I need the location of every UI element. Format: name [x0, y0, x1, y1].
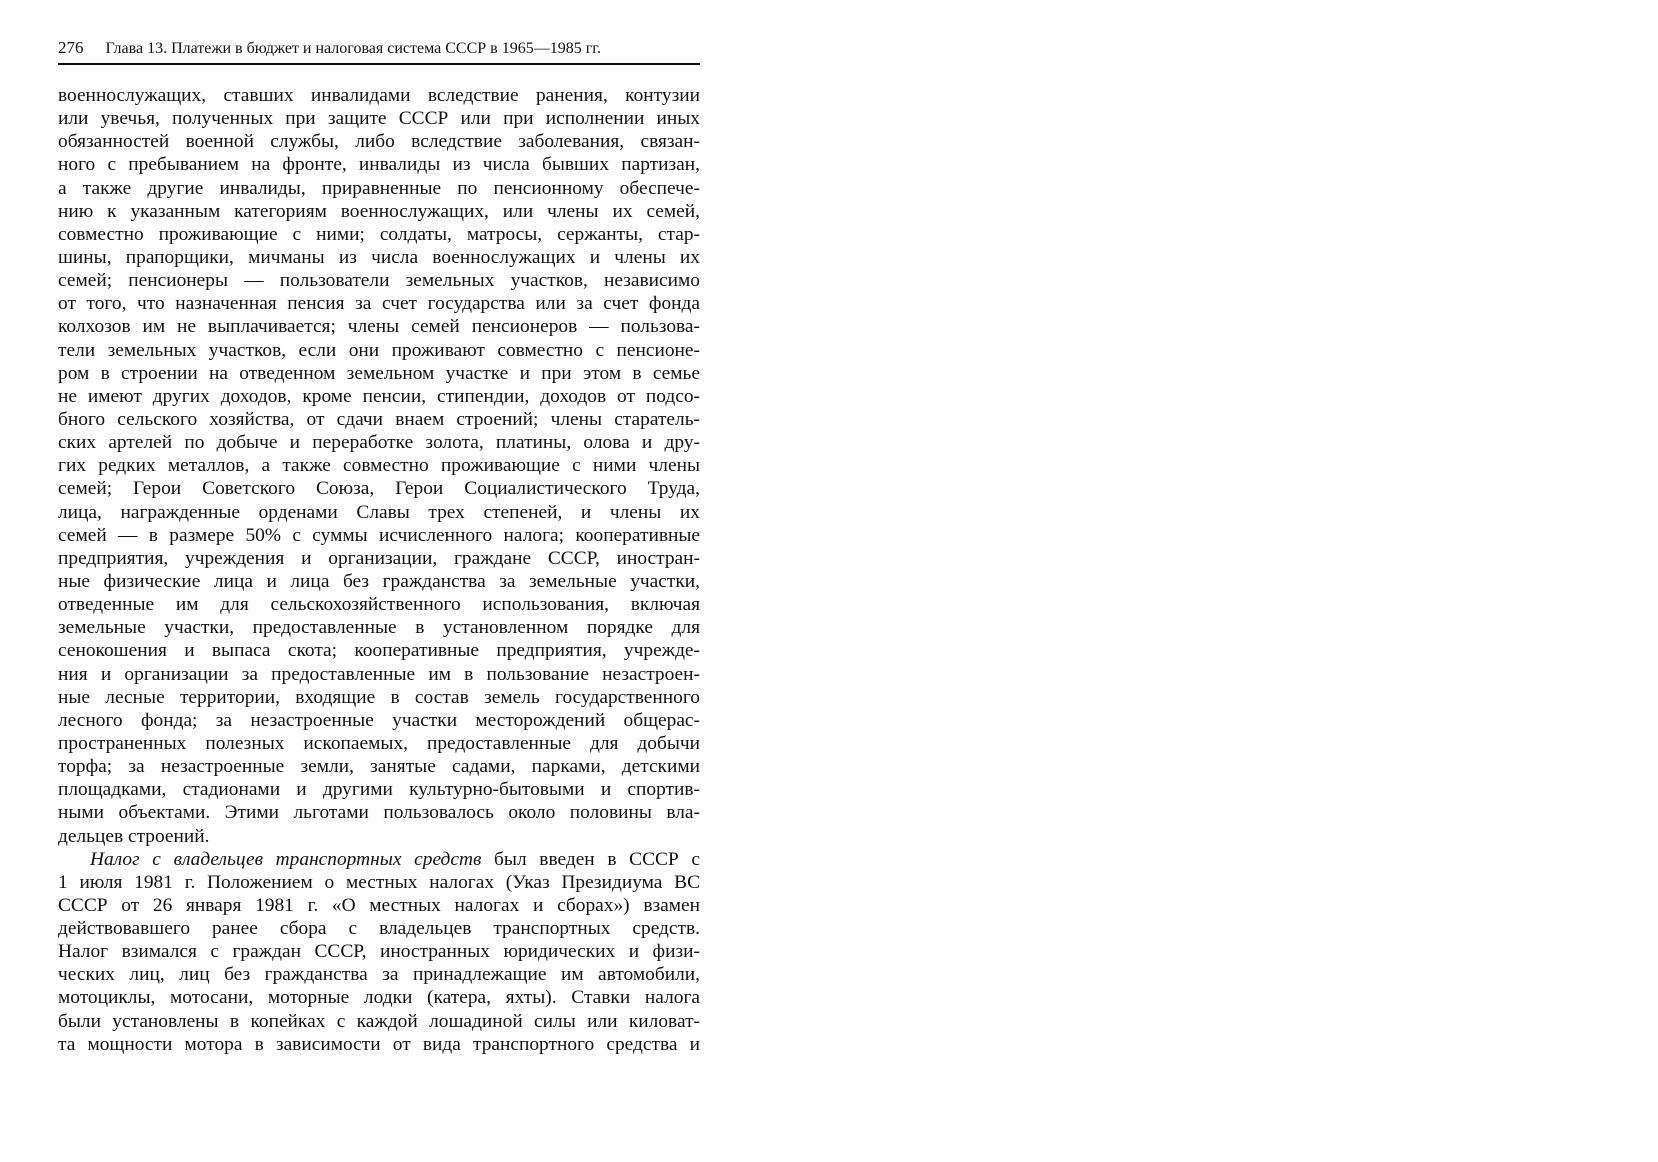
- page-number: 276: [58, 38, 84, 57]
- text-line: гих редких металлов, а также совместно проживающие с ними члены: [58, 455, 700, 477]
- text-line: земельные участки, предоставленные в установленном порядке для: [58, 617, 700, 639]
- running-header: [58, 38, 700, 65]
- text-line: ными объектами. Этими льготами пользовалось около половины вла-: [58, 802, 700, 824]
- text-line: от того, что назначенная пенсия за счет государства или за счет фонда: [58, 293, 700, 315]
- text-line: предприятия, учреждения и организации, граждане СССР, иностран-: [58, 547, 700, 569]
- text-line: площадками, стадионами и другими культурно-бытовыми и спортив-: [58, 779, 700, 801]
- text-line: действовавшего ранее сбора с владельцев транспортных средств.: [58, 918, 700, 940]
- text-line: колхозов им не выплачивается; члены семей пенсионеров — пользова-: [58, 316, 700, 338]
- document-page: [58, 38, 700, 1056]
- text-line: или увечья, полученных при защите СССР или при исполнении иных: [58, 108, 700, 130]
- text-line: не имеют других доходов, кроме пенсии, стипендии, доходов от подсо-: [58, 385, 700, 407]
- text-line: семей; Герои Советского Союза, Герои Социалистического Труда,: [58, 478, 700, 500]
- text-line: СССР от 26 января 1981 г. «О местных налогах и сборах») взамен: [58, 894, 700, 916]
- text-line: тели земельных участков, если они проживают совместно с пенсионе-: [58, 339, 700, 361]
- text-line: семей — в размере 50% с суммы исчисленного налога; кооперативные: [58, 524, 700, 546]
- text-line: ные физические лица и лица без гражданства за земельные участки,: [58, 570, 700, 592]
- text-line: лесного фонда; за незастроенные участки месторождений общерас-: [58, 709, 700, 731]
- text-run: был введен в СССР с: [481, 848, 700, 870]
- text-line: пространенных полезных ископаемых, предоставленные для добычи: [58, 732, 700, 754]
- text-line: лица, награжденные орденами Славы трех степеней, и члены их: [58, 501, 700, 523]
- text-line: дельцев строений.: [58, 825, 210, 847]
- text-line: нию к указанным категориям военнослужащих, или члены их семей,: [58, 200, 700, 222]
- paragraph-vehicle-tax: [58, 848, 700, 1056]
- text-line: торфа; за незастроенные земли, занятые садами, парками, детскими: [58, 756, 700, 778]
- text-line: а также другие инвалиды, приравненные по пенсионному обеспече-: [58, 177, 700, 199]
- text-line: [58, 848, 700, 871]
- text-line: военнослужащих, ставших инвалидами вследствие ранения, контузии: [58, 85, 700, 106]
- text-line: ром в строении на отведенном земельном участке и при этом в семье: [58, 362, 700, 384]
- chapter-title: Глава 13. Платежи в бюджет и налоговая система СССР в 1965—1985 гг.: [105, 40, 602, 57]
- text-line: ного с пребыванием на фронте, инвалиды из числа бывших партизан,: [58, 154, 700, 176]
- text-line: мотоциклы, мотосани, моторные лодки (катера, яхты). Ставки налога: [58, 987, 700, 1009]
- body-text: [58, 84, 700, 1056]
- text-line: шины, прапорщики, мичманы из числа военнослужащих и члены их: [58, 246, 700, 268]
- text-line: Налог взимался с граждан СССР, иностранных юридических и физи-: [58, 941, 700, 963]
- text-line: совместно проживающие с ними; солдаты, матросы, сержанты, стар-: [58, 223, 700, 245]
- text-line: обязанностей военной службы, либо вследствие заболевания, связан-: [58, 131, 700, 153]
- text-line: ния и организации за предоставленные им в пользование незастроен-: [58, 663, 700, 685]
- text-line: ные лесные территории, входящие в состав земель государственного: [58, 686, 700, 708]
- text-line: сенокошения и выпаса скота; кооперативные предприятия, учрежде-: [58, 640, 700, 662]
- emphasized-term: Налог с владельцев транспортных средств: [90, 848, 482, 870]
- text-line: та мощности мотора в зависимости от вида транспортного средства и: [58, 1033, 700, 1055]
- text-line: были установлены в копейках с каждой лошадиной силы или киловат-: [58, 1010, 700, 1032]
- text-line: ческих лиц, лиц без гражданства за принадлежащие им автомобили,: [58, 964, 700, 986]
- text-line: бного сельского хозяйства, от сдачи внаем строений; члены старатель-: [58, 408, 700, 430]
- text-line: семей; пенсионеры — пользователи земельных участков, независимо: [58, 270, 700, 292]
- text-line: отведенные им для сельскохозяйственного использования, включая: [58, 594, 700, 616]
- text-line: ских артелей по добыче и переработке золота, платины, олова и дру-: [58, 432, 700, 454]
- text-line: 1 июля 1981 г. Положением о местных налогах (Указ Президиума ВС: [58, 871, 700, 893]
- paragraph-land-tax-exemptions: [58, 84, 700, 848]
